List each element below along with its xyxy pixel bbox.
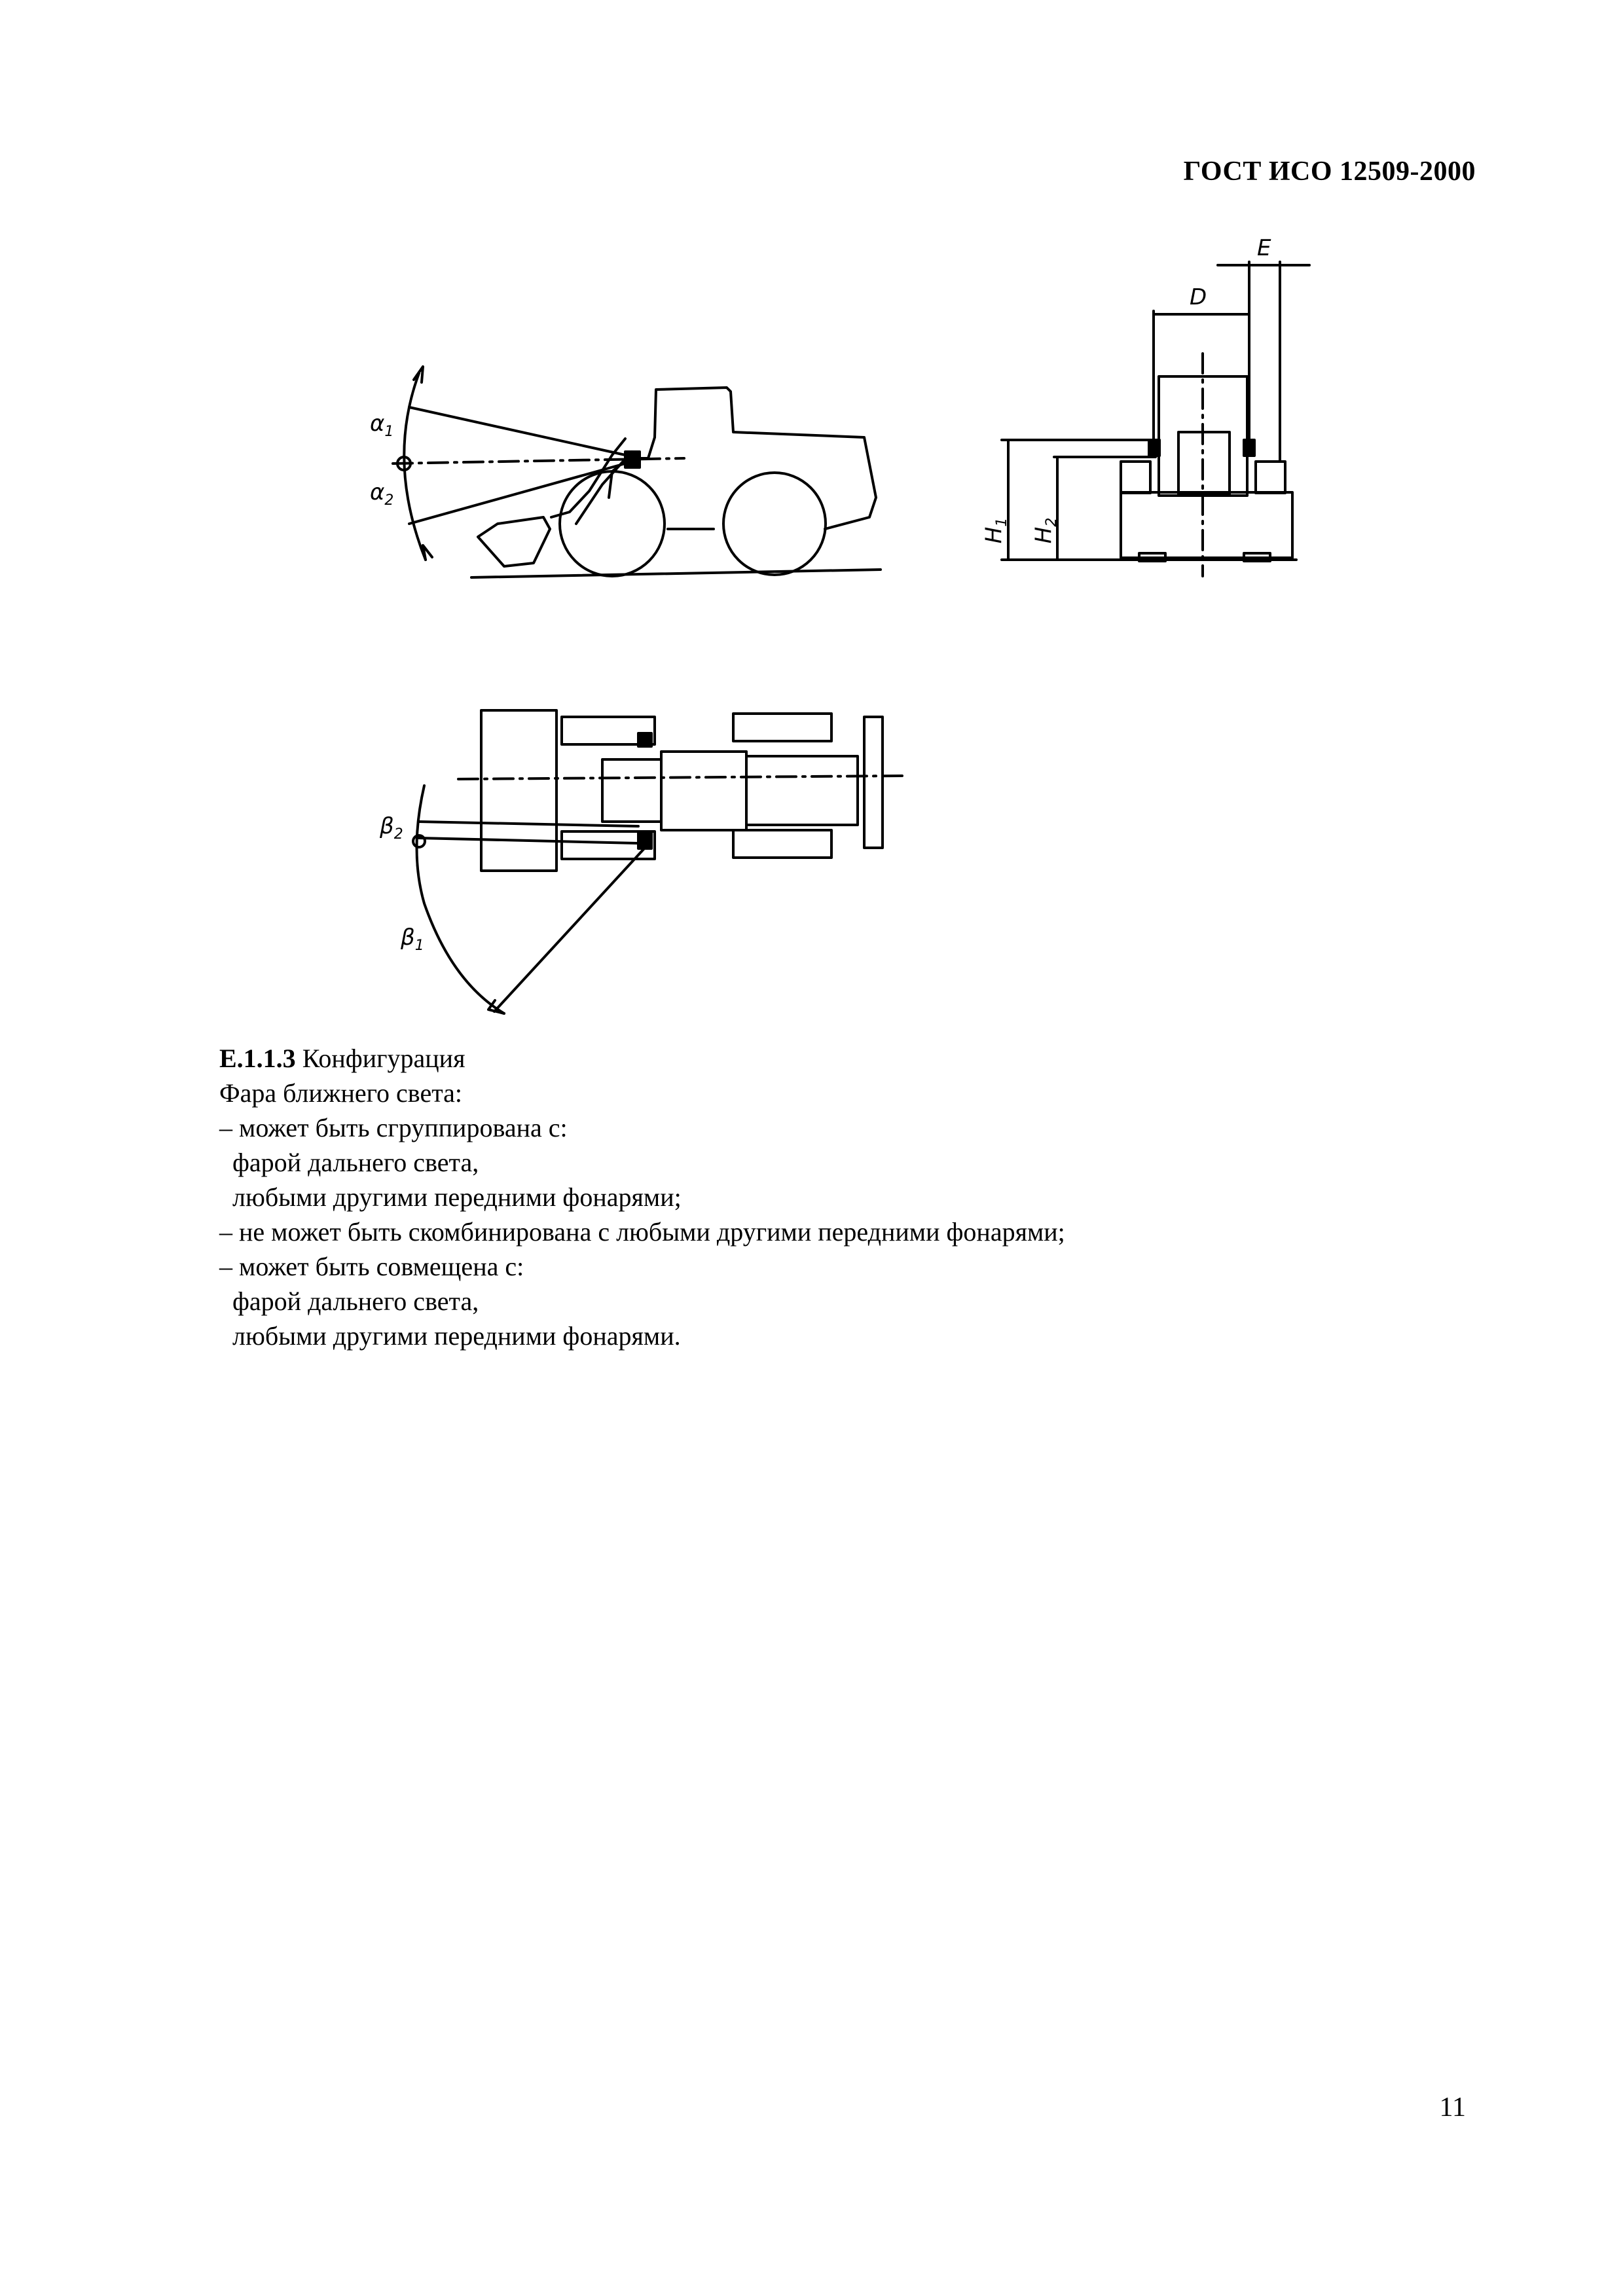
label-beta2: $\beta_2$ [380, 813, 403, 843]
text-line-4: любыми другими передними фонарями; [219, 1182, 682, 1212]
top-cab [661, 752, 746, 830]
top-counterweight [864, 717, 883, 848]
label-H1: $H_1$ [981, 517, 1011, 544]
text-line-5: – не может быть скомбинирована с любыми другими передними фонарями; [219, 1217, 1065, 1247]
top-engine [746, 756, 858, 825]
text-line-6: – может быть совмещена с: [219, 1252, 524, 1281]
loader-body-outline [655, 388, 876, 529]
ground-line [471, 570, 881, 577]
front-wheel-right [1256, 462, 1285, 493]
headlamp-right-front [1244, 440, 1254, 456]
arc-arrow-top [414, 367, 423, 382]
page-number: 11 [1439, 2092, 1466, 2123]
top-rear-wheel-right [733, 830, 831, 858]
text-line-2: – может быть сгруппирована с: [219, 1113, 568, 1142]
front-body-base [1121, 492, 1292, 558]
rear-wheel [723, 473, 826, 575]
section-text [219, 1041, 1463, 1353]
label-alpha1: $\alpha_1$ [370, 410, 394, 440]
section-number: Е.1.1.3 [219, 1044, 296, 1073]
loader-bucket [478, 517, 550, 566]
headlamp-mark-top-left [638, 733, 651, 746]
text-line-7: фарой дальнего света, [219, 1286, 479, 1316]
label-E: E [1257, 235, 1271, 261]
section-heading [219, 1041, 1463, 1076]
top-bucket [481, 710, 556, 871]
beam-lower-line [409, 464, 625, 524]
document-header: ГОСТ ИСО 12509-2000 [1183, 156, 1476, 187]
text-line-8: любыми другими передними фонарями. [219, 1321, 681, 1351]
label-H2: $H_2$ [1030, 517, 1061, 544]
top-view [413, 710, 903, 1013]
section-title: Конфигурация [302, 1044, 465, 1073]
headlamp-mark-top-right [638, 833, 651, 848]
label-beta1: $\beta_1$ [401, 924, 424, 954]
loader-boom-inner [576, 452, 632, 524]
label-D: D [1190, 284, 1207, 310]
beta1-line [494, 848, 645, 1011]
beam-upper-line [409, 407, 625, 455]
headlamp-left-front [1149, 440, 1159, 456]
vertical-angle-arc [404, 373, 426, 560]
front-wheel-left [1121, 462, 1150, 493]
text-line-3: фарой дальнего света, [219, 1148, 479, 1177]
top-centerline [458, 776, 903, 779]
top-rear-wheel-left [733, 714, 831, 741]
beta2-lower-line [419, 838, 638, 843]
arc-arrow-bottom [423, 545, 432, 560]
horizontal-angle-arc [417, 786, 505, 1013]
label-alpha2: $\alpha_2$ [370, 479, 394, 509]
top-front-frame [602, 759, 661, 822]
text-line-1: Фара ближнего света: [219, 1078, 463, 1108]
side-view [393, 367, 881, 577]
